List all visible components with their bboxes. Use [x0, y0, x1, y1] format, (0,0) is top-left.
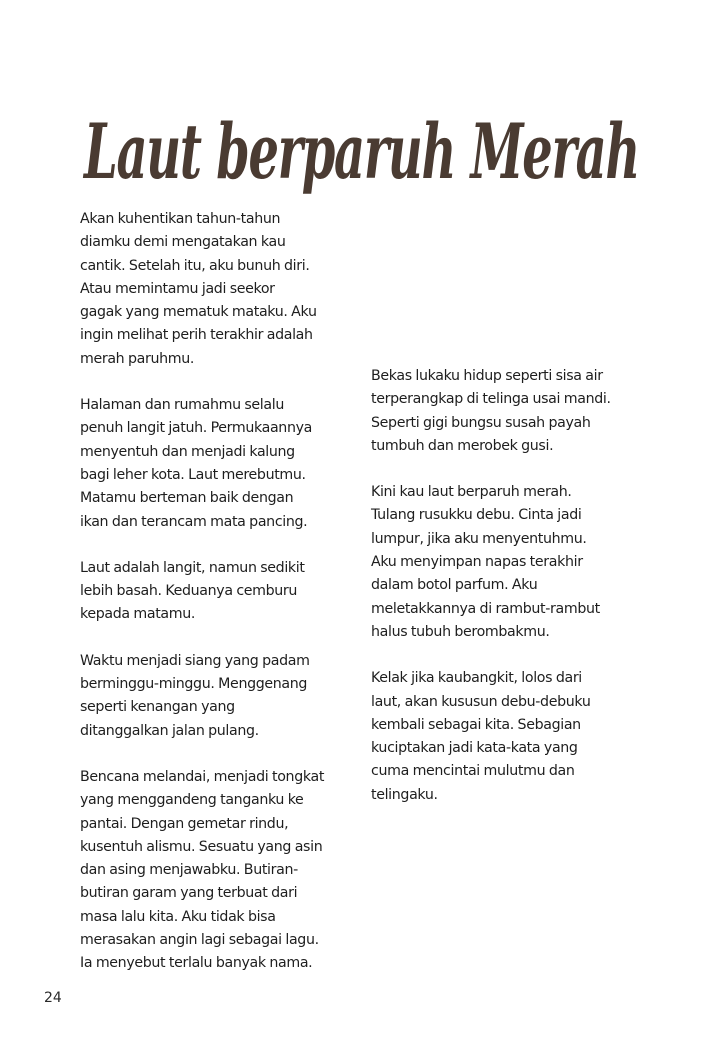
- poem-line: kembali sebagai kita. Sebagian: [371, 716, 581, 733]
- poem-line: berminggu-minggu. Menggenang: [80, 676, 308, 693]
- poem-line: cantik. Setelah itu, aku bunuh diri.: [80, 257, 310, 274]
- poem-line: lebih basah. Keduanya cemburu: [80, 583, 298, 600]
- poem-line: bagi leher kota. Laut merebutmu.: [80, 466, 306, 483]
- poem-title-brush-lettering: [80, 108, 650, 208]
- poem-line: Akan kuhentikan tahun-tahun: [80, 211, 281, 227]
- poem-line: meletakkannya di rambut-rambut: [371, 600, 600, 617]
- poem-line: butiran garam yang terbuat dari: [80, 885, 298, 902]
- stanza: [371, 667, 636, 807]
- poem-line: kusentuh alismu. Sesuatu yang asin: [80, 838, 323, 855]
- poem-line: laut, akan kususun debu-debuku: [371, 693, 591, 710]
- stanza: [371, 365, 636, 458]
- poem-line: Matamu berteman baik dengan: [80, 490, 294, 507]
- poem-line: ikan dan terancam mata pancing.: [80, 513, 308, 530]
- poem-line: yang menggandeng tanganku ke: [80, 792, 304, 809]
- page-number: 24: [44, 990, 62, 1006]
- poem-line: Waktu menjadi siang yang padam: [80, 652, 310, 669]
- stanza: [80, 394, 345, 534]
- poem-line: kuciptakan jadi kata-kata yang: [371, 740, 578, 757]
- poem-line: kepada matamu.: [80, 606, 196, 623]
- poem-line: tumbuh dan merobek gusi.: [371, 437, 554, 454]
- poem-line: merah paruhmu.: [80, 350, 195, 367]
- poem-line: Kini kau laut berparuh merah.: [371, 484, 572, 501]
- left-column: [80, 208, 345, 999]
- poem-line: ingin melihat perih terakhir adalah: [80, 327, 313, 344]
- poem-line: lumpur, jika aku menyentuhmu.: [371, 530, 587, 547]
- poem-line: halus tubuh berombakmu.: [371, 623, 550, 640]
- poem-line: telingaku.: [371, 786, 438, 803]
- poem-line: diamku demi mengatakan kau: [80, 234, 286, 251]
- poem-title-text: Laut berparuh Merah: [82, 108, 640, 196]
- poem-line: dalam botol parfum. Aku: [371, 577, 538, 594]
- poem-line: gagak yang mematuk mataku. Aku: [80, 304, 317, 321]
- poem-title: [80, 108, 650, 208]
- stanza: [80, 208, 345, 371]
- poem-line: Atau memintamu jadi seekor: [80, 280, 275, 297]
- poem-line: Laut adalah langit, namun sedikit: [80, 559, 305, 576]
- poem-line: seperti kenangan yang: [80, 699, 235, 716]
- stanza: [80, 650, 345, 743]
- stanza: [371, 481, 636, 644]
- poem-line: Bencana melandai, menjadi tongkat: [80, 768, 325, 785]
- poem-line: merasakan angin lagi sebagai lagu.: [80, 932, 319, 949]
- stanza: [80, 557, 345, 627]
- poem-line: Ia menyebut terlalu banyak nama.: [80, 955, 313, 972]
- stanza: [80, 766, 345, 976]
- poem-line: Tulang rusukku debu. Cinta jadi: [371, 507, 582, 524]
- poem-line: Seperti gigi bungsu susah payah: [371, 414, 591, 431]
- poem-line: penuh langit jatuh. Permukaannya: [80, 420, 312, 437]
- poem-line: Bekas lukaku hidup seperti sisa air: [371, 368, 603, 384]
- poem-line: masa lalu kita. Aku tidak bisa: [80, 908, 276, 925]
- poem-line: pantai. Dengan gemetar rindu,: [80, 815, 289, 832]
- poem-line: ditanggalkan jalan pulang.: [80, 722, 259, 739]
- poem-line: Kelak jika kaubangkit, lolos dari: [371, 670, 582, 687]
- poem-line: Aku menyimpan napas terakhir: [371, 554, 583, 571]
- poem-line: cuma mencintai mulutmu dan: [371, 763, 575, 780]
- poem-line: terperangkap di telinga usai mandi.: [371, 391, 611, 408]
- right-column: [371, 365, 636, 830]
- poem-line: Halaman dan rumahmu selalu: [80, 397, 284, 414]
- poem-line: dan asing menjawabku. Butiran-: [80, 862, 298, 879]
- poem-line: menyentuh dan menjadi kalung: [80, 443, 295, 460]
